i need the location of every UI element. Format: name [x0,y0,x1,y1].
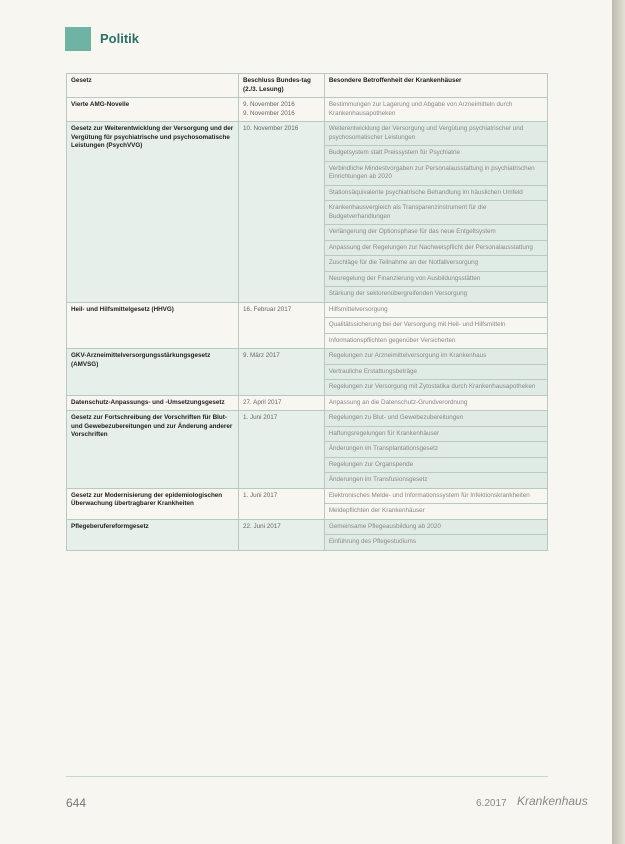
impact-item-cell: Verbindliche Mindestvorgaben zur Personalausstattung in psychiatrischen Einrichtungen ab 2020 [324,161,547,185]
decision-date: 9. November 2016 [242,101,295,108]
law-name-cell: Gesetz zur Modernisierung der epidemiologischen Überwachung übertragbarer Krankheiten [67,488,239,519]
law-name-cell: Pflegeberufereformgesetz [67,519,239,550]
impact-item-cell: Zuschläge für die Teilnahme an der Notfallversorgung [324,256,547,272]
impact-item-cell: Regelungen zur Arzneimittelversorgung im Krankenhaus [324,349,547,365]
decision-date: 9. März 2017 [242,352,280,359]
decision-date: 27. April 2017 [242,398,282,406]
impact-item-cell: Haftungsregelungen für Krankenhäuser [324,426,547,442]
impact-item-cell: Anpassung der Regelungen zur Nachweispflicht der Personalausstattung [324,240,547,256]
impact-item-cell: Hilfsmittelversorgung [324,302,547,318]
table-body [67,98,548,551]
impact-item-cell: Budgetsystem statt Preissystem für Psychiatrie [324,146,547,162]
impact-item-cell: Regelungen zur Versorgung mit Zytostatika durch Krankenhausapotheken [324,380,547,396]
page-number: 644 [66,796,87,810]
impact-item-cell: Änderungen im Transfusionsgesetz [324,473,547,489]
magazine-logo: Krankenhaus [517,794,588,808]
legislation-table [66,73,548,551]
impact-item-cell: Krankenhausvergleich als Transparenzinstrument für die Budgetverhandlungen [324,201,547,225]
table-row [67,519,548,535]
decision-date: 10. November 2016 [242,125,299,132]
impact-item-cell: Stationsäquivalente psychiatrische Behandlung im häuslichen Umfeld [324,185,547,201]
impact-item-cell: Gemeinsame Pflegeausbildung ab 2020 [324,519,547,535]
table-row [67,302,548,318]
impact-item-cell: Anpassung an die Datenschutz-Grundverordnung [324,395,547,411]
impact-item-cell: Qualitätssicherung bei der Versorgung mit Heil- und Hilfsmitteln [324,318,547,334]
column-header-impact: Besondere Betroffenheit der Krankenhäuser [324,74,547,98]
law-name-cell: Gesetz zur Weiterentwicklung der Versorgung und der Vergütung für psychiatrische und psychosomatische Leistungen (PsychVVG) [67,122,239,303]
impact-item-cell: Änderungen im Transplantationsgesetz [324,442,547,458]
decision-date: 22. Juni 2017 [242,522,281,530]
table-row [67,411,548,427]
table-header-row [67,74,548,98]
section-color-block [65,27,91,51]
decision-date: 1. Juni 2017 [242,414,278,421]
decision-date-secondary: 9. November 2016 [242,109,295,117]
decision-date-cell [238,349,324,396]
impact-item-cell: Informationspflichten gegenüber Versicherten [324,333,547,349]
impact-item-cell: Elektronisches Melde- und Informationssystem für Infektionskrankheiten [324,488,547,504]
impact-item-cell: Weiterentwicklung der Versorgung und Vergütung psychiatrischer und psychosomatischer Leistungen [324,122,547,146]
impact-item-cell: Vertrauliche Erstattungsbeträge [324,364,547,380]
page-edge [612,0,625,844]
law-name-cell: Datenschutz-Anpassungs- und -Umsetzungsgesetz [67,395,239,411]
impact-item-cell: Neuregelung der Finanzierung von Ausbildungsstätten [324,271,547,287]
law-name-cell: Vierte AMG-Novelle [67,98,239,122]
decision-date-cell [238,395,324,411]
decision-date: 16. Februar 2017 [242,305,292,313]
decision-date-cell [238,122,324,303]
impact-item-cell: Stärkung der sektorenübergreifenden Versorgung [324,287,547,303]
table-row [67,349,548,365]
decision-date-cell [238,98,324,122]
table-row [67,488,548,504]
impact-item-cell: Meldepflichten der Krankenhäuser [324,504,547,520]
impact-item-cell: Einführung des Pflegestudiums [324,535,547,551]
decision-date-cell [238,519,324,550]
decision-date: 1. Juni 2017 [242,491,278,499]
law-name-cell: GKV-Arzneimittelversorgungsstärkungsgesetz (AMVSG) [67,349,239,396]
impact-item-cell: Regelungen zu Blut- und Gewebezubereitungen [324,411,547,427]
table-row [67,122,548,146]
column-header-law: Gesetz [67,74,239,98]
impact-item-cell: Bestimmungen zur Lagerung und Abgabe von Arzneimitteln durch Krankenhausapotheken [324,98,547,122]
law-name-cell: Heil- und Hilfsmittelgesetz (HHVG) [67,302,239,349]
impact-item-cell: Verlängerung der Optionsphase für das neue Entgeltsystem [324,225,547,241]
column-header-date: Beschluss Bundes-tag (2./3. Lesung) [238,74,324,98]
table-row [67,98,548,122]
decision-date-cell [238,302,324,349]
table-row [67,395,548,411]
section-title: Politik [100,31,140,46]
bottom-rule [66,776,548,777]
law-name-cell: Gesetz zur Fortschreibung der Vorschriften für Blut- und Gewebezubereitungen und zur Änderung anderer Vorschriften [67,411,239,489]
issue-number: 6.2017 [476,798,507,809]
decision-date-cell [238,411,324,489]
decision-date-cell [238,488,324,519]
impact-item-cell: Regelungen zur Organspende [324,457,547,473]
